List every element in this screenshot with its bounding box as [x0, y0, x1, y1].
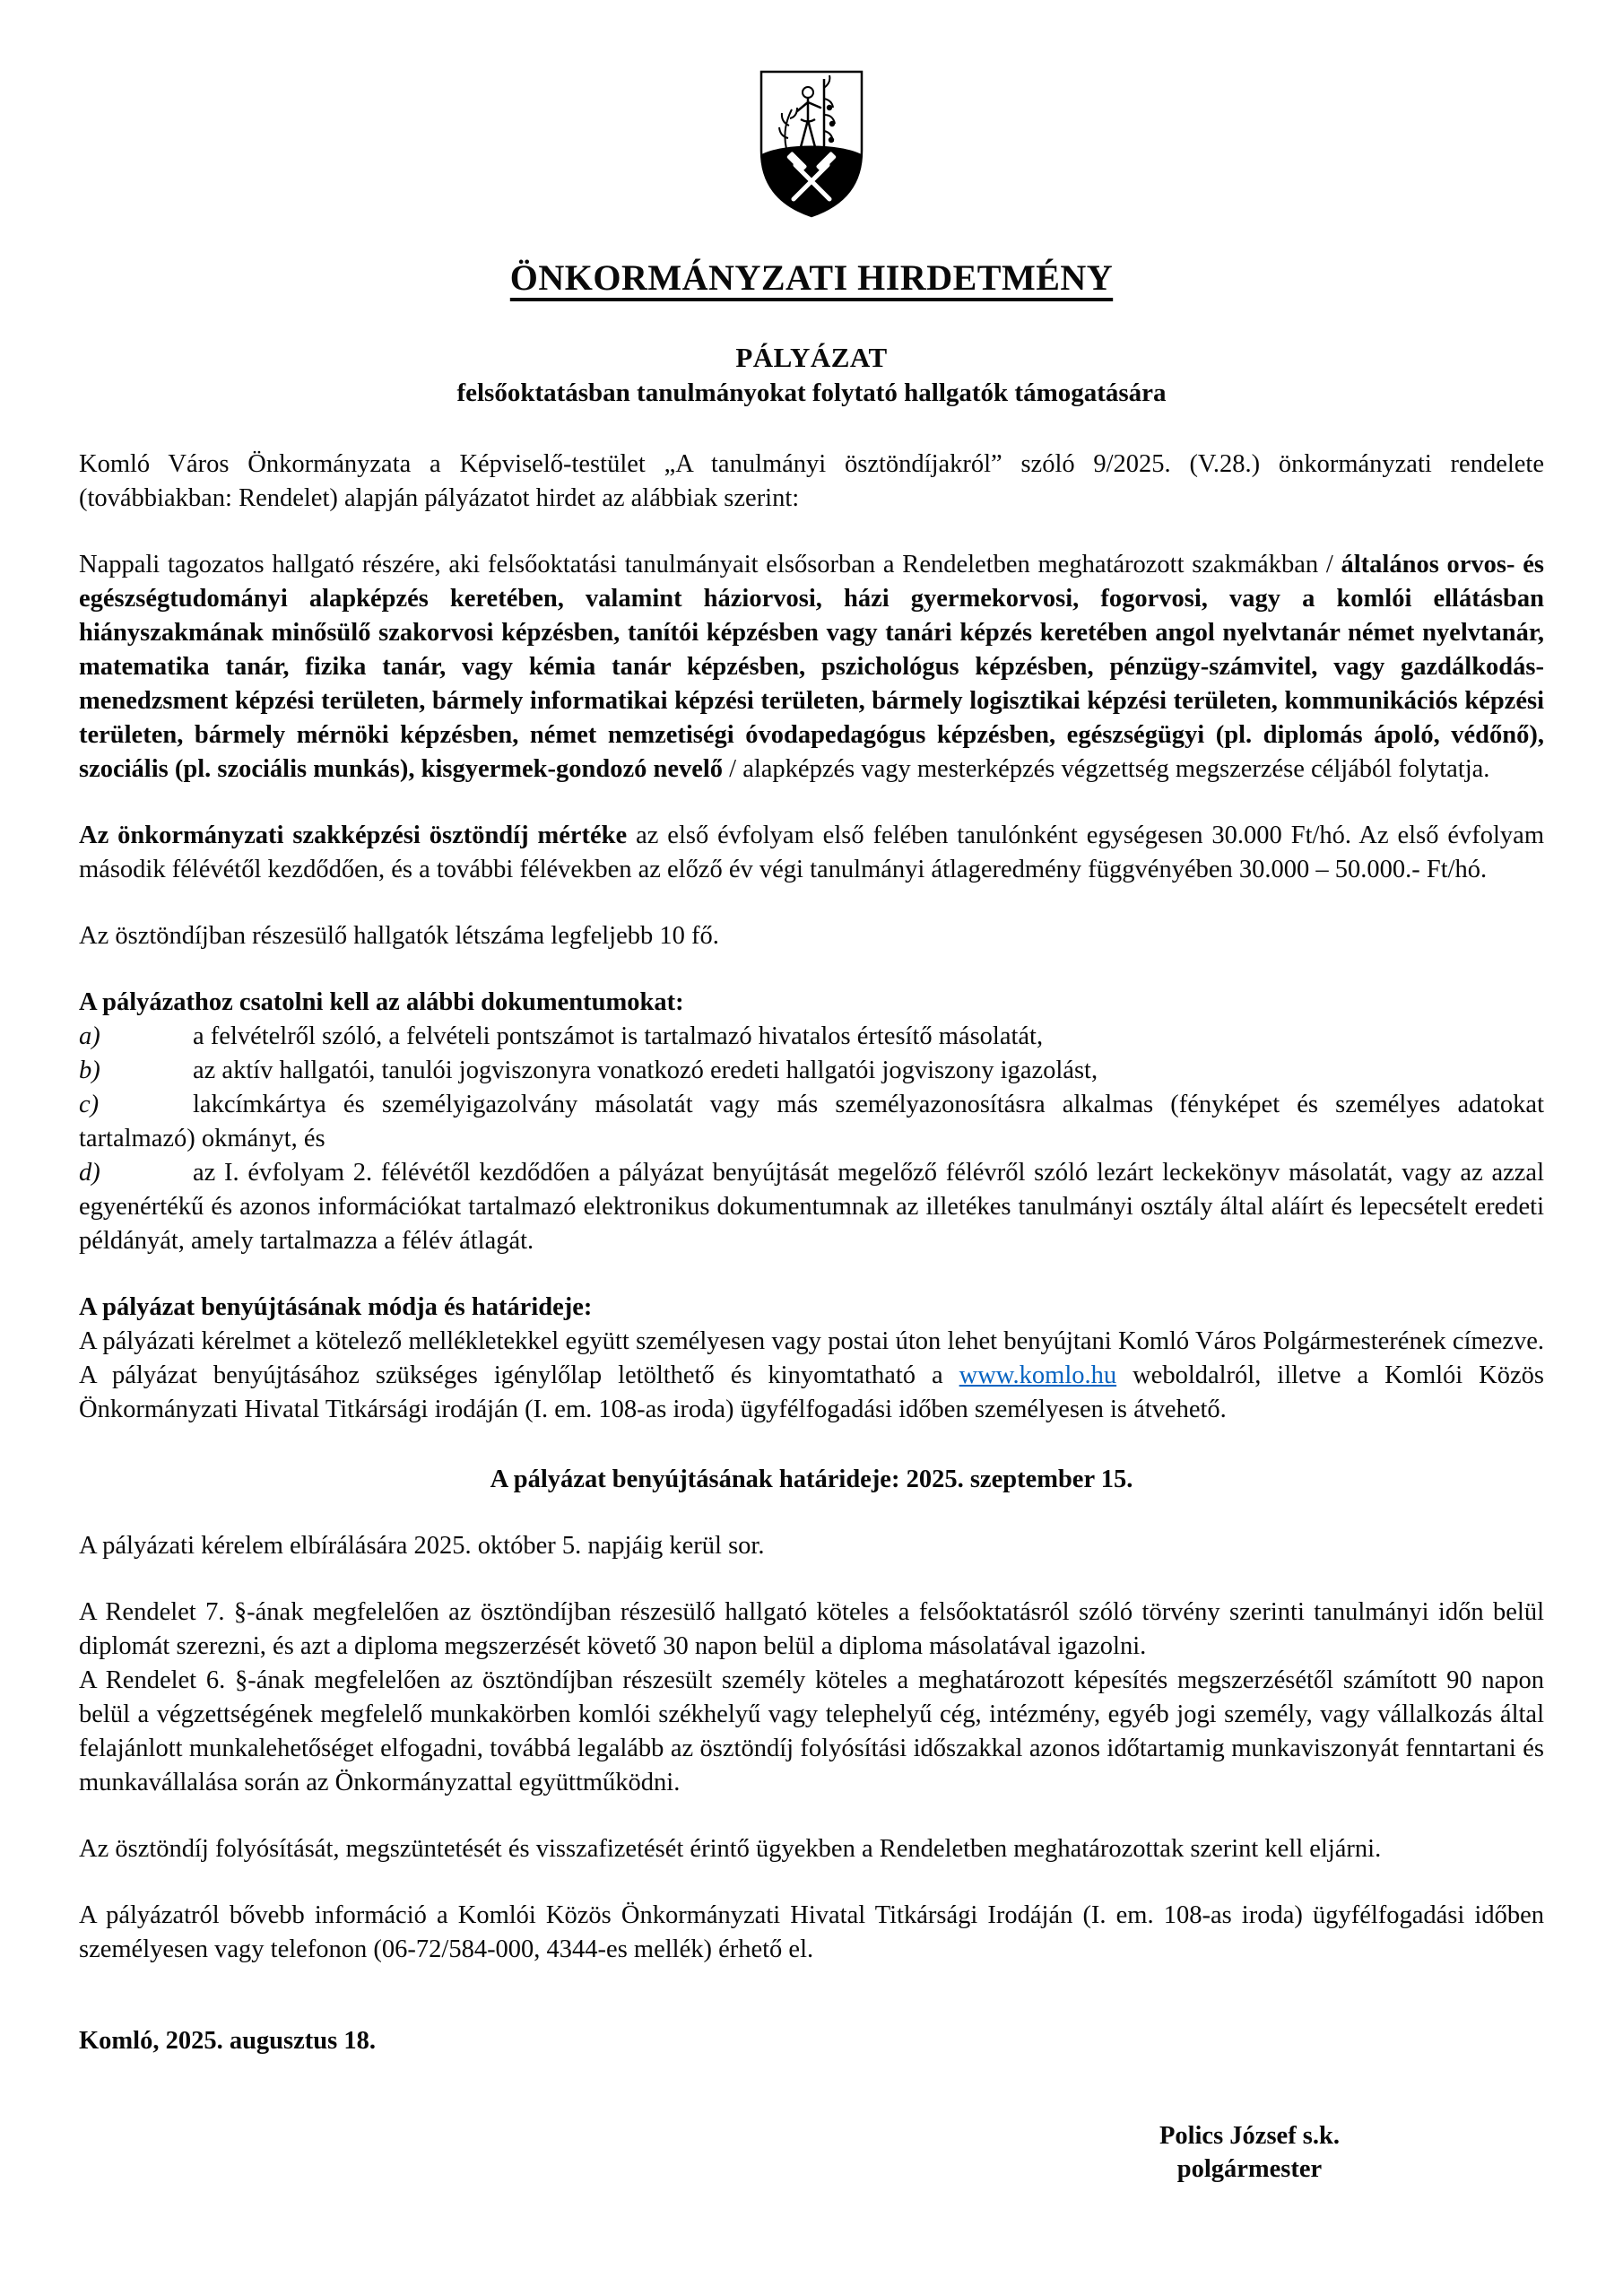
- komlo-coat-of-arms: [756, 68, 867, 221]
- info-paragraph: A pályázatról bővebb információ a Komlói Közös Önkormányzati Hivatal Titkársági Irodáján (I. em. 108-as iroda) ügyfélfogadási időben személyesen vagy telefonon (06-72/584-000, 4344-es mellék) érhető el.: [79, 1901, 1544, 1963]
- subtitle-palyazat: PÁLYÁZAT: [735, 342, 888, 373]
- eligibility-paragraph: [79, 548, 1544, 787]
- komlo-website-link[interactable]: www.komlo.hu: [959, 1361, 1117, 1389]
- submission-pre: A pályázati kérelmet a kötelező mellékletekkel együtt személyesen vagy postai úton lehet benyújtani Komló Város Polgármesterének címezve. A pályázat benyújtásához szükséges igénylőlap letölthető és kinyomtatható a: [79, 1327, 1544, 1389]
- subtitle-support-line: felsőoktatásban tanulmányokat folytató hallgatók támogatására: [456, 378, 1167, 407]
- rule-7-line: A Rendelet 7. §-ának megfelelően az ösztöndíjban részesülő hallgató köteles a felsőoktatásról szóló törvény szerinti tanulmányi időn belül diplomát szerezni, és azt a diploma megszerzését követő 30 napon belül a diploma másolatával igazolni.: [79, 1598, 1544, 1660]
- list-text-a: a felvételről szóló, a felvételi pontszámot is tartalmazó hivatalos értesítő másolatát,: [193, 1022, 1044, 1050]
- signature-block: [1159, 2119, 1340, 2186]
- list-text-b: az aktív hallgatói, tanulói jogviszonyra vonatkozó eredeti hallgatói jogviszony igazolást,: [193, 1057, 1098, 1084]
- list-marker-d: d): [79, 1159, 100, 1187]
- intro-paragraph: Komló Város Önkormányzata a Képviselő-testület „A tanulmányi ösztöndíjakról” szóló 9/2025. (V.28.) önkormányzati rendelete (továbbiakban: Rendelet) alapján pályázatot hirdet az alábbiak szerint:: [79, 450, 1544, 512]
- signatory-name: Polics József s.k.: [1159, 2122, 1340, 2150]
- deadline-line: A pályázat benyújtásának határideje: 2025. szeptember 15.: [490, 1465, 1133, 1493]
- grape-cluster: [829, 137, 834, 143]
- list-item-d: [79, 1156, 1544, 1258]
- headcount-paragraph: Az ösztöndíjban részesülő hallgatók létszáma legfeljebb 10 fő.: [79, 922, 719, 950]
- amount-lead: Az önkormányzati szakképzési ösztöndíj mértéke: [79, 822, 628, 849]
- grape-cluster: [829, 121, 835, 126]
- grape-cluster: [827, 105, 832, 110]
- rule-6-line: A Rendelet 6. §-ának megfelelően az ösztöndíjban részesült személy köteles a meghatározott képesítés megszerzésétől számított 90 napon belül a végzettségének megfelelő munkakörben komlói székhelyű vagy telephelyű cég, intézmény, egyéb jogi személy, vagy vállalkozás által felajánlott munkalehetőséget elfogadni, továbbá legalább az ösztöndíj folyósítási időszakkal azonos időtartamig munkaviszonyát fenntartani és munkavállalása során az Önkormányzattal együttműködni.: [79, 1666, 1544, 1796]
- list-marker-b: b): [79, 1057, 100, 1084]
- decision-paragraph: A pályázati kérelem elbírálására 2025. október 5. napjáig kerül sor.: [79, 1532, 765, 1560]
- amount-paragraph: [79, 819, 1544, 887]
- signatory-title: polgármester: [1176, 2155, 1323, 2183]
- list-item-b: [79, 1054, 1544, 1088]
- rules-paragraph: [79, 1596, 1544, 1800]
- eligibility-pre: Nappali tagozatos hallgató részére, aki felsőoktatási tanulmányait elsősorban a Rendeletben meghatározott szakmákban /: [79, 551, 1341, 578]
- list-item-a: [79, 1020, 1544, 1054]
- list-marker-c: c): [79, 1091, 100, 1118]
- list-item-c: [79, 1088, 1544, 1156]
- eligibility-bold-list: általános orvos- és egészségtudományi alapképzés keretében, valamint háziorvosi, házi gyermekorvosi, fogorvosi, vagy a komlói ellátásban hiányszakmának minősülő szakorvosi képzésben, tanítói képzésben vagy tanári képzés keretében angol nyelvtanár német nyelvtanár, matematika tanár, fizika tanár, vagy kémia tanár képzésben, pszichológus képzésben, pénzügy-számvitel, vagy gazdálkodás- menedzsment képzési területen, bármely informatikai képzési területen, bármely logisztikai képzési területen, kommunikációs képzési területen, bármely mérnöki képzésben, német nemzetiségi óvodapedagógus képzésben, egészségügyi (pl. diplomás ápoló, védőnő), szociális (pl. szociális munkás), kisgyermek-gondozó nevelő: [79, 551, 1544, 783]
- disbursement-paragraph: Az ösztöndíj folyósítását, megszüntetését és visszafizetését érintő ügyekben a Rendeletben meghatározottak szerint kell eljárni.: [79, 1835, 1382, 1863]
- submission-heading: A pályázat benyújtásának módja és határideje:: [79, 1293, 593, 1321]
- list-text-c: lakcímkártya és személyigazolvány másolatát vagy más személyazonosításra alkalmas (fényképet és személyes adatokat tartalmazó) okmányt, és: [79, 1091, 1544, 1152]
- list-text-d: az I. évfolyam 2. félévétől kezdődően a pályázat benyújtását megelőző félévről szóló lezárt leckekönyv másolatát, vagy az azzal egyenértékű és azonos információkat tartalmazó elektronikus dokumentumnak az illetékes tanulmányi osztály által aláírt és lepecsételt eredeti példányát, amely tartalmazza a félév átlagát.: [79, 1159, 1544, 1255]
- dateline: Komló, 2025. augusztus 18.: [79, 2027, 376, 2055]
- amount-rest: az első évfolyam első felében tanulónként egységesen 30.000 Ft/hó. Az első évfolyam második félévétől kezdődően, és a további félévekben az előző év végi tanulmányi átlageredmény függvényében 30.000 – 50.000.- Ft/hó.: [79, 822, 1544, 883]
- page-title: ÖNKORMÁNYZATI HIRDETMÉNY: [509, 257, 1114, 298]
- list-marker-a: a): [79, 1022, 100, 1050]
- eligibility-post: / alapképzés vagy mesterképzés végzettség megszerzése céljából folytatja.: [723, 755, 1490, 783]
- documents-heading: A pályázathoz csatolni kell az alábbi dokumentumokat:: [79, 988, 684, 1016]
- submission-post: weboldalról, illetve a Komlói Közös Önkormányzati Hivatal Titkársági irodáján (I. em. 108-as iroda) ügyfélfogadási időben személyesen is átvehető.: [79, 1361, 1544, 1423]
- submission-paragraph: [79, 1325, 1544, 1427]
